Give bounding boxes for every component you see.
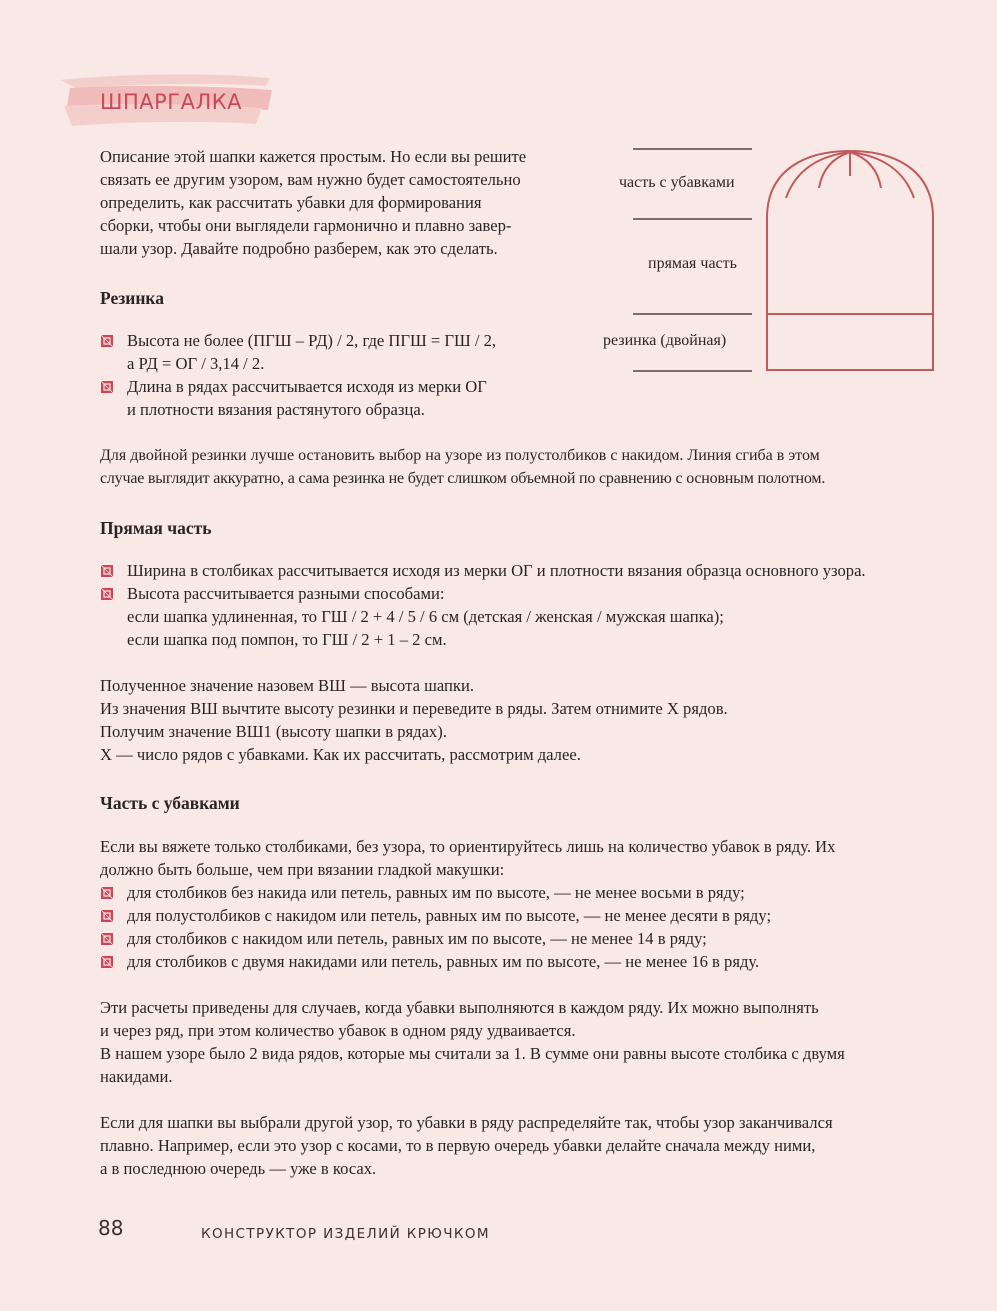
straight-note-line: Полученное значение назовем ВШ — высота шапки. — [100, 676, 474, 695]
decrease-para-line: плавно. Например, если это узор с косами, то в первую очередь убавки делайте сначала между ними, — [100, 1136, 816, 1155]
bullet-text: если шапка удлиненная, то ГШ / 2 + 4 / 5 / 6 см (детская / женская / мужская шапка); — [127, 607, 724, 626]
bullet-text: для столбиков с двумя накидами или петель, равных им по высоте, — не менее 16 в ряду. — [127, 952, 760, 971]
decrease-intro-line: Если вы вяжете только столбиками, без узора, то ориентируйтесь лишь на количество убавок в ряду. Их — [100, 837, 836, 856]
straight-bullet-list — [100, 559, 866, 651]
section-heading-decrease: Часть с убавками — [100, 793, 240, 813]
bullet-icon — [100, 932, 114, 946]
page-number: 88 — [98, 1216, 124, 1240]
intro-line: Описание этой шапки кажется простым. Но если вы решите — [100, 147, 527, 166]
bullet-icon — [100, 886, 114, 900]
decrease-para-line: В нашем узоре было 2 вида рядов, которые мы считали за 1. В сумме они равны высоте столбика с двумя — [100, 1044, 845, 1063]
hat-diagram — [600, 140, 945, 380]
diagram-label-rib: резинка (двойная) — [603, 332, 727, 349]
section-heading-rib: Резинка — [100, 288, 164, 308]
straight-note-line: Из значения ВШ вычтите высоту резинки и переведите в ряды. Затем отнимите Х рядов. — [100, 699, 728, 718]
diagram-label-straight: прямая часть — [648, 255, 737, 272]
intro-line: связать ее другим узором, вам нужно будет самостоятельно — [100, 170, 521, 189]
list-item — [100, 582, 866, 651]
bullet-icon — [100, 334, 114, 348]
decrease-para-line: и через ряд, при этом количество убавок в одном ряду удваивается. — [100, 1021, 576, 1040]
rib-note-line: Для двойной резинки лучше остановить выбор на узоре из полустолбиков с накидом. Линия сгиба в этом — [100, 447, 820, 464]
straight-note-line: Х — число рядов с убавками. Как их рассчитать, рассмотрим далее. — [100, 745, 581, 764]
list-item — [100, 950, 771, 973]
decrease-para-line: накидами. — [100, 1067, 173, 1086]
bullet-text: Длина в рядах рассчитывается исходя из мерки ОГ — [127, 377, 487, 396]
bullet-icon — [100, 909, 114, 923]
list-item — [100, 559, 866, 582]
list-item — [100, 329, 496, 375]
header-title: ШПАРГАЛКА — [100, 90, 243, 114]
section-heading-straight: Прямая часть — [100, 518, 212, 538]
diagram-label-decrease: часть с убавками — [619, 174, 735, 191]
intro-line: сборки, чтобы они выглядели гармонично и плавно завер- — [100, 216, 512, 235]
rib-note-line: случае выглядит аккуратно, а сама резинка не будет слишком объемной по сравнению с основным полотном. — [100, 470, 826, 487]
bullet-text: для столбиков с накидом или петель, равных им по высоте, — не менее 14 в ряду; — [127, 929, 707, 948]
bullet-icon — [100, 587, 114, 601]
bullet-text: для столбиков без накида или петель, равных им по высоте, — не менее восьми в ряду; — [127, 883, 745, 902]
bullet-text: Ширина в столбиках рассчитывается исходя из мерки ОГ и плотности вязания образца основного узора. — [127, 561, 866, 580]
bullet-icon — [100, 564, 114, 578]
decrease-intro-line: должно быть больше, чем при вязании гладкой макушки: — [100, 860, 505, 879]
list-item — [100, 881, 771, 904]
bullet-text: если шапка под помпон, то ГШ / 2 + 1 – 2 см. — [127, 630, 447, 649]
decrease-para-line: Эти расчеты приведены для случаев, когда убавки выполняются в каждом ряду. Их можно выполнять — [100, 998, 819, 1017]
bullet-icon — [100, 955, 114, 969]
list-item — [100, 375, 496, 421]
intro-line: определить, как рассчитать убавки для формирования — [100, 193, 482, 212]
decrease-para-line: Если для шапки вы выбрали другой узор, то убавки в ряду распределяйте так, чтобы узор заканчивался — [100, 1113, 833, 1132]
bullet-text: для полустолбиков с накидом или петель, равных им по высоте, — не менее десяти в ряду; — [127, 906, 772, 925]
bullet-text: Высота рассчитывается разными способами: — [127, 584, 445, 603]
list-item — [100, 927, 771, 950]
straight-note-line: Получим значение ВШ1 (высоту шапки в рядах). — [100, 722, 447, 741]
list-item — [100, 904, 771, 927]
bullet-icon — [100, 380, 114, 394]
bullet-text: Высота не более (ПГШ – РД) / 2, где ПГШ = ГШ / 2, — [127, 331, 497, 350]
decrease-bullet-list — [100, 881, 771, 973]
bullet-text: а РД = ОГ / 3,14 / 2. — [127, 354, 265, 373]
intro-line: шали узор. Давайте подробно разберем, как это сделать. — [100, 239, 498, 258]
book-title: КОНСТРУКТОР ИЗДЕЛИЙ КРЮЧКОМ — [201, 1226, 490, 1242]
bullet-text: и плотности вязания растянутого образца. — [127, 400, 425, 419]
decrease-para-line: а в последнюю очередь — уже в косах. — [100, 1159, 377, 1178]
rib-bullet-list — [100, 329, 496, 421]
